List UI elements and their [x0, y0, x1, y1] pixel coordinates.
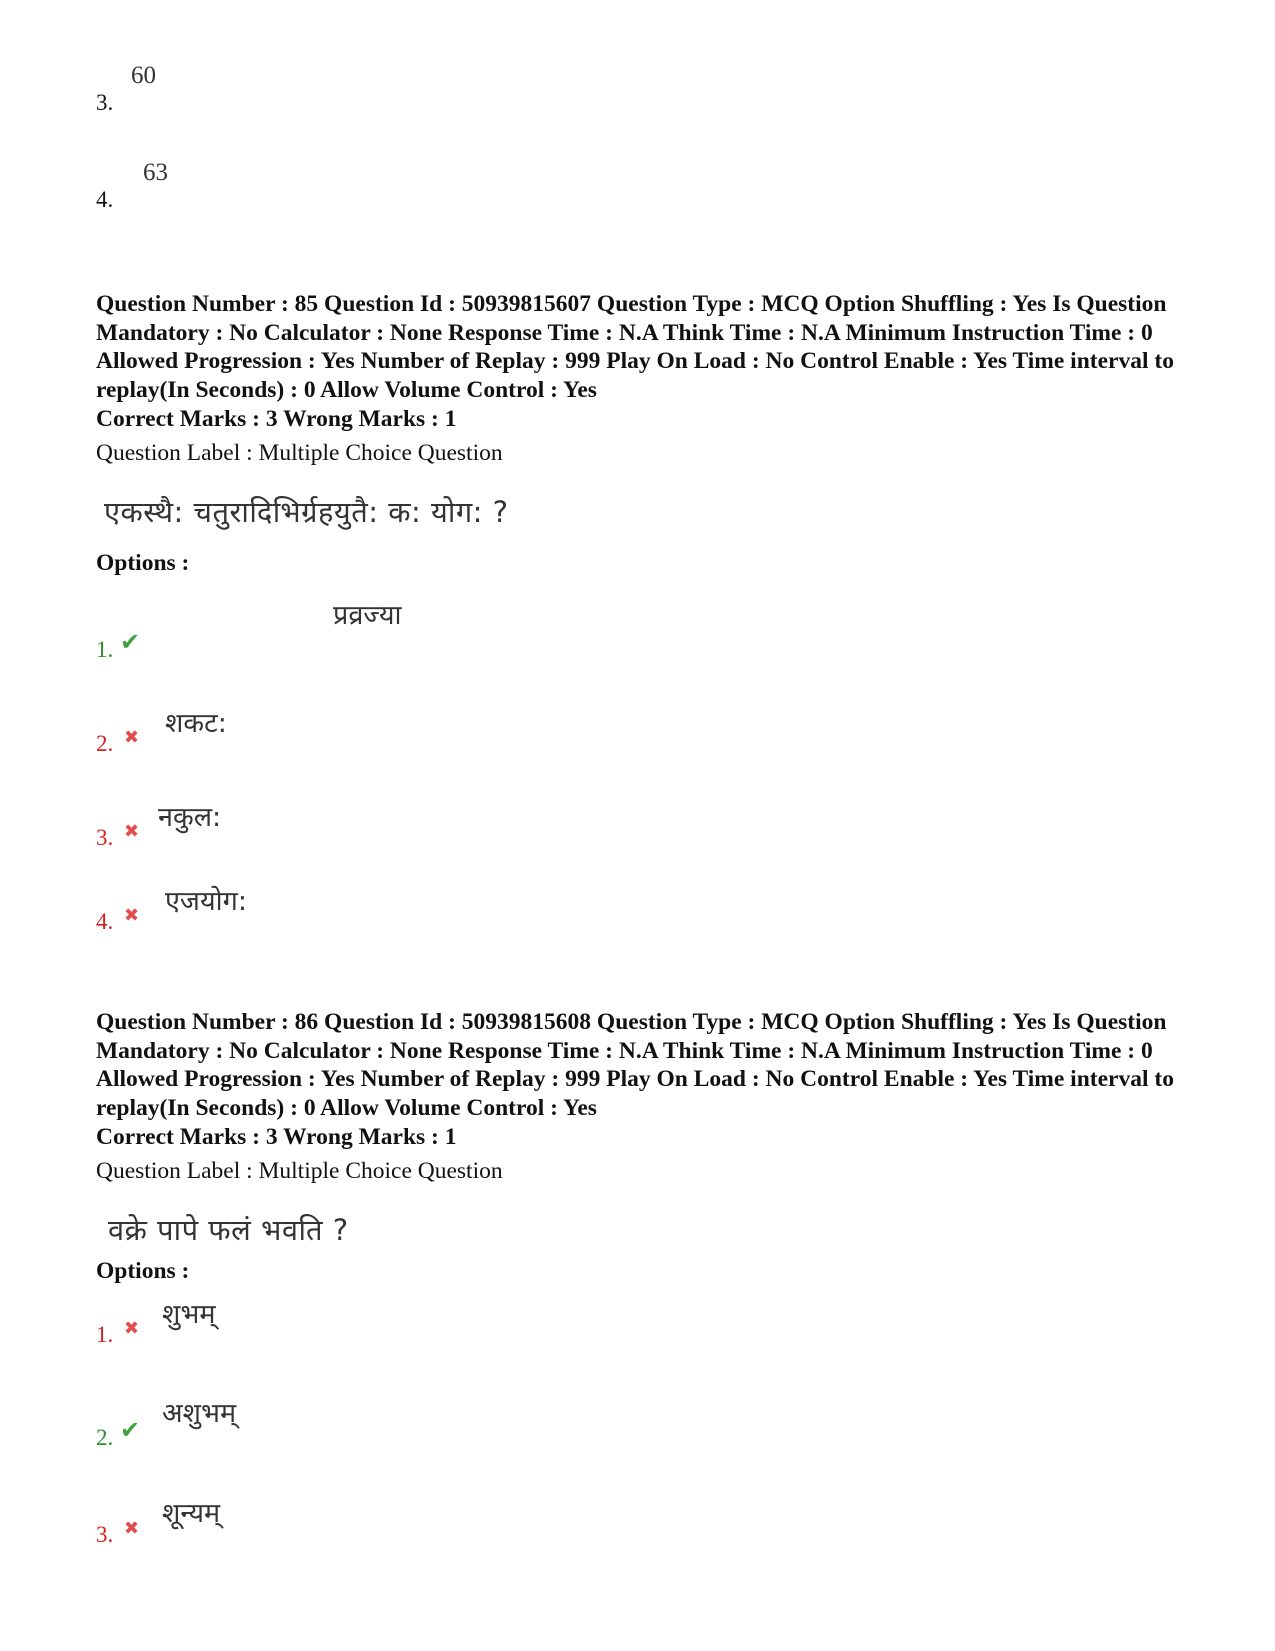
option-number: 3.: [96, 825, 114, 850]
option-text: शकट:: [165, 708, 227, 739]
question-label: Question Label : Multiple Choice Question: [96, 440, 503, 466]
question-marks: Correct Marks : 3 Wrong Marks : 1: [96, 1124, 457, 1150]
option-value: 63: [143, 159, 168, 186]
option-number: 2.: [96, 1425, 114, 1450]
cross-icon: ✖: [124, 905, 140, 926]
check-icon: ✔: [120, 628, 141, 656]
option-text: शुभम्: [162, 1299, 216, 1330]
question-text: वक्रे पापे फलं भवति ?: [108, 1213, 349, 1247]
option-number: 4.: [96, 909, 114, 934]
option-text: एजयोग:: [165, 886, 247, 917]
question-marks: Correct Marks : 3 Wrong Marks : 1: [96, 406, 457, 432]
option-number: 1.: [96, 1322, 114, 1347]
option-value: 60: [131, 62, 156, 89]
cross-icon: ✖: [124, 1318, 140, 1339]
option-number: 3.: [96, 1522, 114, 1547]
option-text: नकुल:: [158, 802, 222, 833]
question-metadata: Question Number : 85 Question Id : 50939815607 Question Type : MCQ Option Shuffling : Yes Is Question Mandatory : No Calculator : None Response Time : N.A Think Time : N.A Minimum Instruction Time : 0 Allowed Progression : Yes Number of Replay : 999 Play On Load : No Control Enable : Yes Time interval to replay(In Seconds) : 0 Allow Volume Control : Yes: [96, 291, 1174, 403]
option-number: 4.: [96, 187, 114, 212]
question-label: Question Label : Multiple Choice Question: [96, 1158, 503, 1184]
option-number: 2.: [96, 731, 114, 756]
options-heading: Options :: [96, 1258, 190, 1284]
option-number: 3.: [96, 90, 114, 115]
option-number: 1.: [96, 637, 114, 662]
check-icon: ✔: [120, 1416, 141, 1444]
options-heading: Options :: [96, 550, 190, 576]
option-text: शून्यम्: [162, 1498, 221, 1529]
option-text: प्रव्रज्या: [333, 600, 402, 631]
cross-icon: ✖: [124, 821, 140, 842]
option-text: अशुभम्: [162, 1398, 237, 1429]
cross-icon: ✖: [124, 1518, 140, 1539]
cross-icon: ✖: [124, 727, 140, 748]
question-metadata: Question Number : 86 Question Id : 50939815608 Question Type : MCQ Option Shuffling : Yes Is Question Mandatory : No Calculator : None Response Time : N.A Think Time : N.A Minimum Instruction Time : 0 Allowed Progression : Yes Number of Replay : 999 Play On Load : No Control Enable : Yes Time interval to replay(In Seconds) : 0 Allow Volume Control : Yes: [96, 1009, 1174, 1121]
question-text: एकस्थै: चतुरादिभिर्ग्रहयुतै: क: योग: ?: [104, 495, 509, 529]
